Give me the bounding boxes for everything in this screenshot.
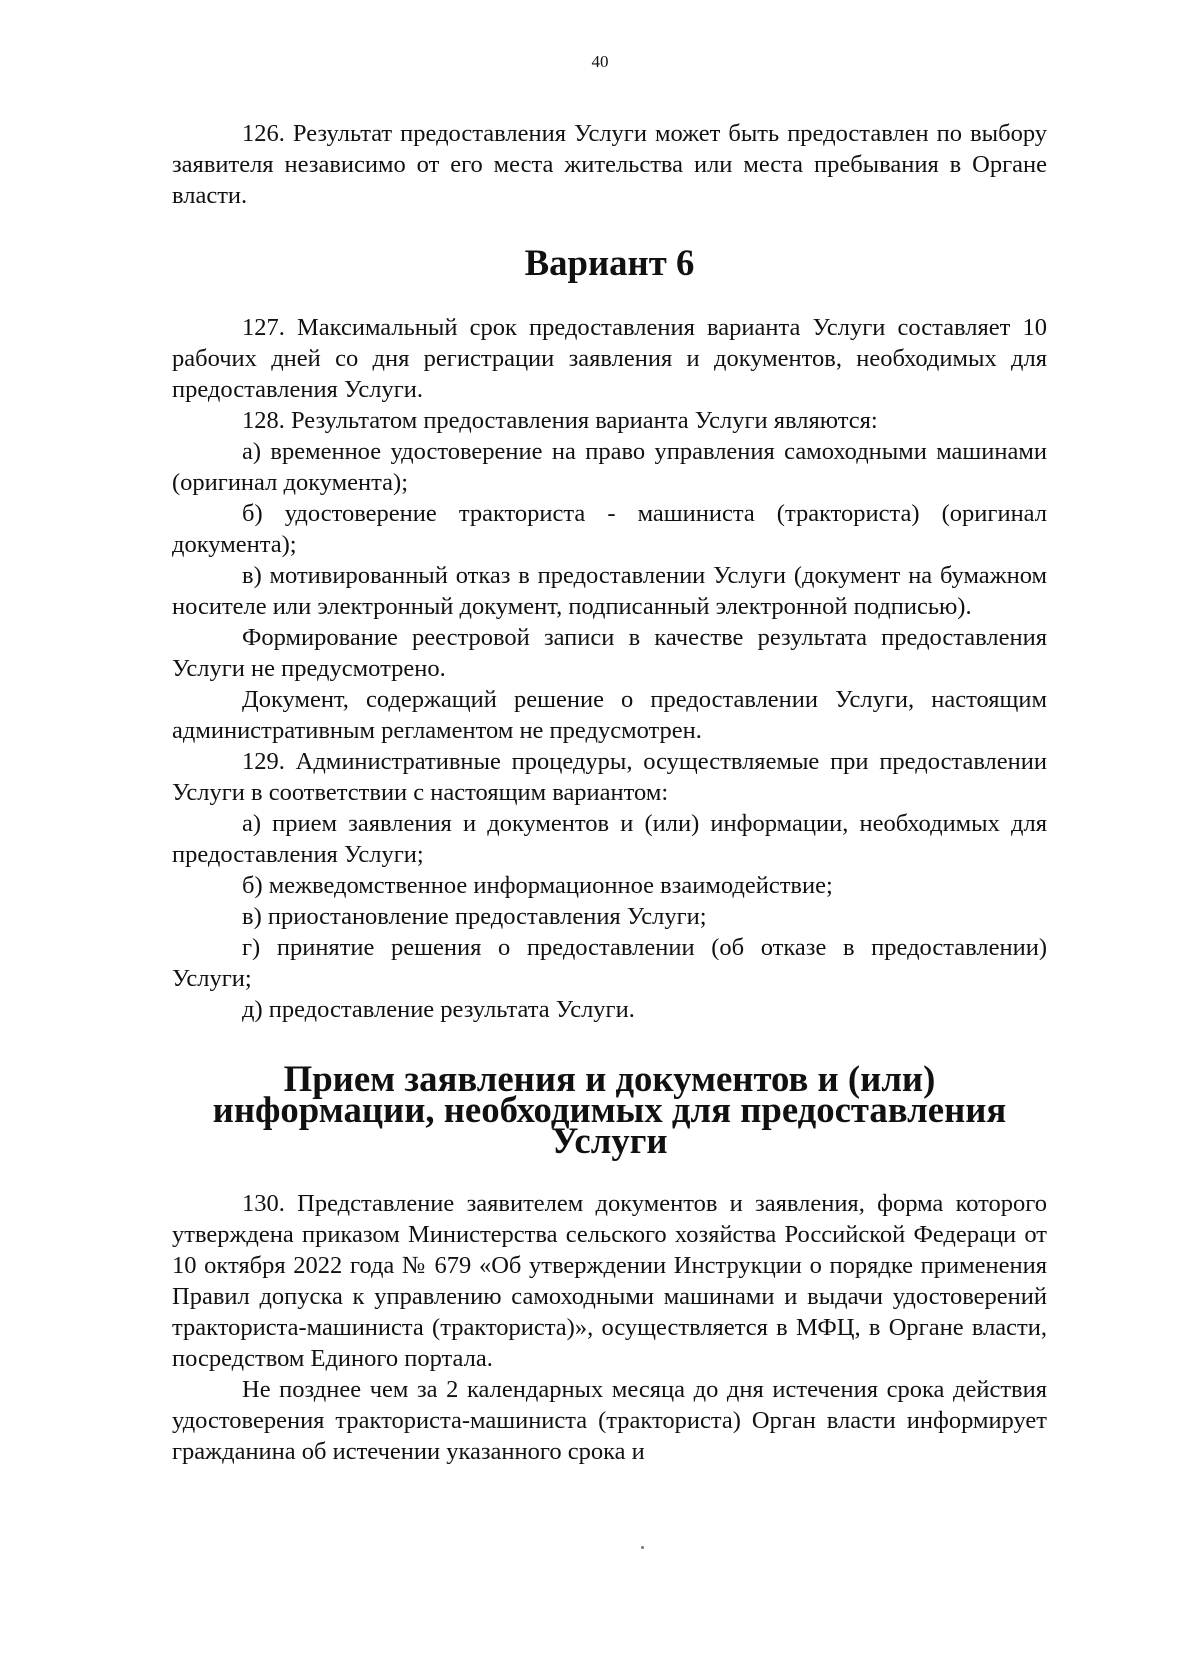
- document-body: [172, 118, 1047, 1467]
- list-item-128-b: б) удостоверение тракториста - машиниста (тракториста) (оригинал документа);: [172, 500, 1047, 558]
- list-item-129-b: б) межведомственное информационное взаимодействие;: [242, 872, 833, 899]
- heading-variant-6: Вариант 6: [524, 242, 695, 283]
- list-item-128-a: а) временное удостоверение на право управления самоходными машинами (оригинал документа);: [172, 438, 1047, 496]
- scan-speck: [641, 1546, 644, 1549]
- page-number: 40: [591, 52, 609, 71]
- paragraph-127: 127. Максимальный срок предоставления варианта Услуги составляет 10 рабочих дней со дня регистрации заявления и документов, необходимых для предоставления Услуги.: [172, 314, 1047, 403]
- list-item-128-v: в) мотивированный отказ в предоставлении Услуги (документ на бумажном носителе или электронный документ, подписанный электронной подписью).: [172, 562, 1047, 620]
- paragraph-decision-document: Документ, содержащий решение о предоставлении Услуги, настоящим административным регламентом не предусмотрен.: [172, 686, 1047, 744]
- list-item-129-a: а) прием заявления и документов и (или) информации, необходимых для предоставления Услуги;: [172, 810, 1047, 868]
- list-item-129-g: г) принятие решения о предоставлении (об отказе в предоставлении) Услуги;: [172, 934, 1047, 992]
- paragraph-130: 130. Представление заявителем документов и заявления, форма которого утверждена приказом Министерства сельского хозяйства Российской Федераци от 10 октября 2022 года № 679 «Об утверждении Инструкции о порядке применения Правил допуска к управлению самоходными машинами и выдачи удостоверений тракториста-машиниста (тракториста)», осуществляется в МФЦ, в Органе власти, посредством Единого портала.: [172, 1190, 1047, 1372]
- paragraph-expiry-notice: Не позднее чем за 2 календарных месяца до дня истечения срока действия удостоверения тракториста-машиниста (тракториста) Орган власти информирует гражданина об истечении указанного срока и: [172, 1376, 1047, 1465]
- list-item-129-d: д) предоставление результата Услуги.: [242, 996, 635, 1023]
- paragraph-126: 126. Результат предоставления Услуги может быть предоставлен по выбору заявителя независимо от его места жительства или места пребывания в Органе власти.: [172, 120, 1047, 209]
- heading-application-reception: Прием заявления и документов и (или) информации, необходимых для предоставления Услуги: [212, 1058, 1007, 1161]
- paragraph-129: 129. Административные процедуры, осуществляемые при предоставлении Услуги в соответствии с настоящим вариантом:: [172, 748, 1047, 806]
- list-item-129-v: в) приостановление предоставления Услуги;: [242, 903, 707, 930]
- paragraph-registry-record: Формирование реестровой записи в качестве результата предоставления Услуги не предусмотрено.: [172, 624, 1047, 682]
- paragraph-128: 128. Результатом предоставления варианта Услуги являются:: [242, 407, 878, 434]
